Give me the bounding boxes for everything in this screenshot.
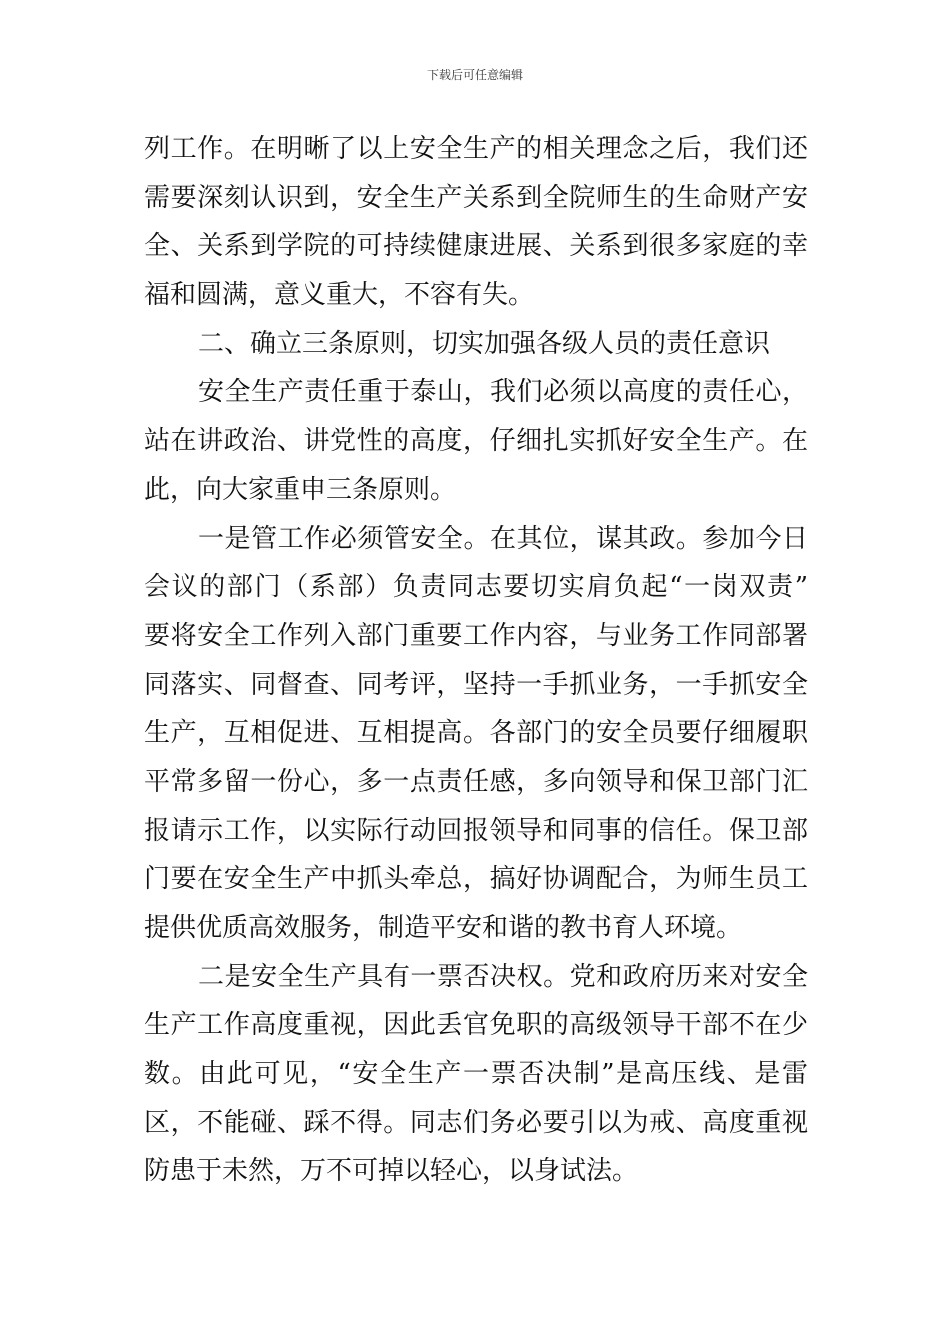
text-line: 二是安全生产具有一票否决权。党和政府历来对安全 bbox=[198, 961, 808, 992]
text-line: 此，向大家重申三条原则。 bbox=[144, 474, 457, 505]
text-line: 会议的部门（系部）负责同志要切实肩负起“一岗双责” bbox=[144, 572, 808, 603]
text-line: 福和圆满，意义重大，不容有失。 bbox=[144, 280, 535, 311]
text-line: 区，不能碰、踩不得。同志们务必要引以为戒、高度重视 bbox=[144, 1107, 808, 1138]
text-line: 全、关系到学院的可持续健康进展、关系到很多家庭的幸 bbox=[144, 231, 808, 262]
text-line: 提供优质高效服务，制造平安和谐的教书育人环境。 bbox=[144, 913, 743, 943]
text-line: 同落实、同督查、同考评，坚持一手抓业务，一手抓安全 bbox=[144, 669, 808, 700]
text-line: 安全生产责任重于泰山，我们必须以高度的责任心， bbox=[198, 377, 808, 408]
text-line: 门要在安全生产中抓头牵总，搞好协调配合，为师生员工 bbox=[144, 864, 808, 895]
body-text bbox=[144, 125, 808, 1196]
text-line: 生产工作高度重视，因此丢官免职的高级领导干部不在少 bbox=[144, 1010, 808, 1041]
text-line: 生产，互相促进、互相提高。各部门的安全员要仔细履职 bbox=[144, 718, 808, 749]
text-line: 需要深刻认识到，安全生产关系到全院师生的生命财产安 bbox=[144, 182, 808, 213]
text-line: 一是管工作必须管安全。在其位，谋其政。参加今日 bbox=[198, 523, 808, 554]
text-line: 列工作。在明晰了以上安全生产的相关理念之后，我们还 bbox=[144, 134, 808, 164]
text-line: 数。由此可见，“安全生产一票否决制”是高压线、是雷 bbox=[144, 1059, 808, 1090]
page-header: 下载后可任意编辑 bbox=[426, 68, 523, 82]
text-line: 报请示工作，以实际行动回报领导和同事的信任。保卫部 bbox=[144, 815, 808, 846]
text-line: 站在讲政治、讲党性的高度，仔细扎实抓好安全生产。在 bbox=[144, 426, 808, 457]
section-heading: 二、确立三条原则，切实加强各级人员的责任意识 bbox=[198, 328, 771, 359]
text-line: 平常多留一份心，多一点责任感，多向领导和保卫部门汇 bbox=[144, 766, 808, 797]
text-line: 要将安全工作列入部门重要工作内容，与业务工作同部署 bbox=[144, 620, 808, 651]
text-line: 防患于未然，万不可掉以轻心，以身试法。 bbox=[144, 1156, 639, 1187]
